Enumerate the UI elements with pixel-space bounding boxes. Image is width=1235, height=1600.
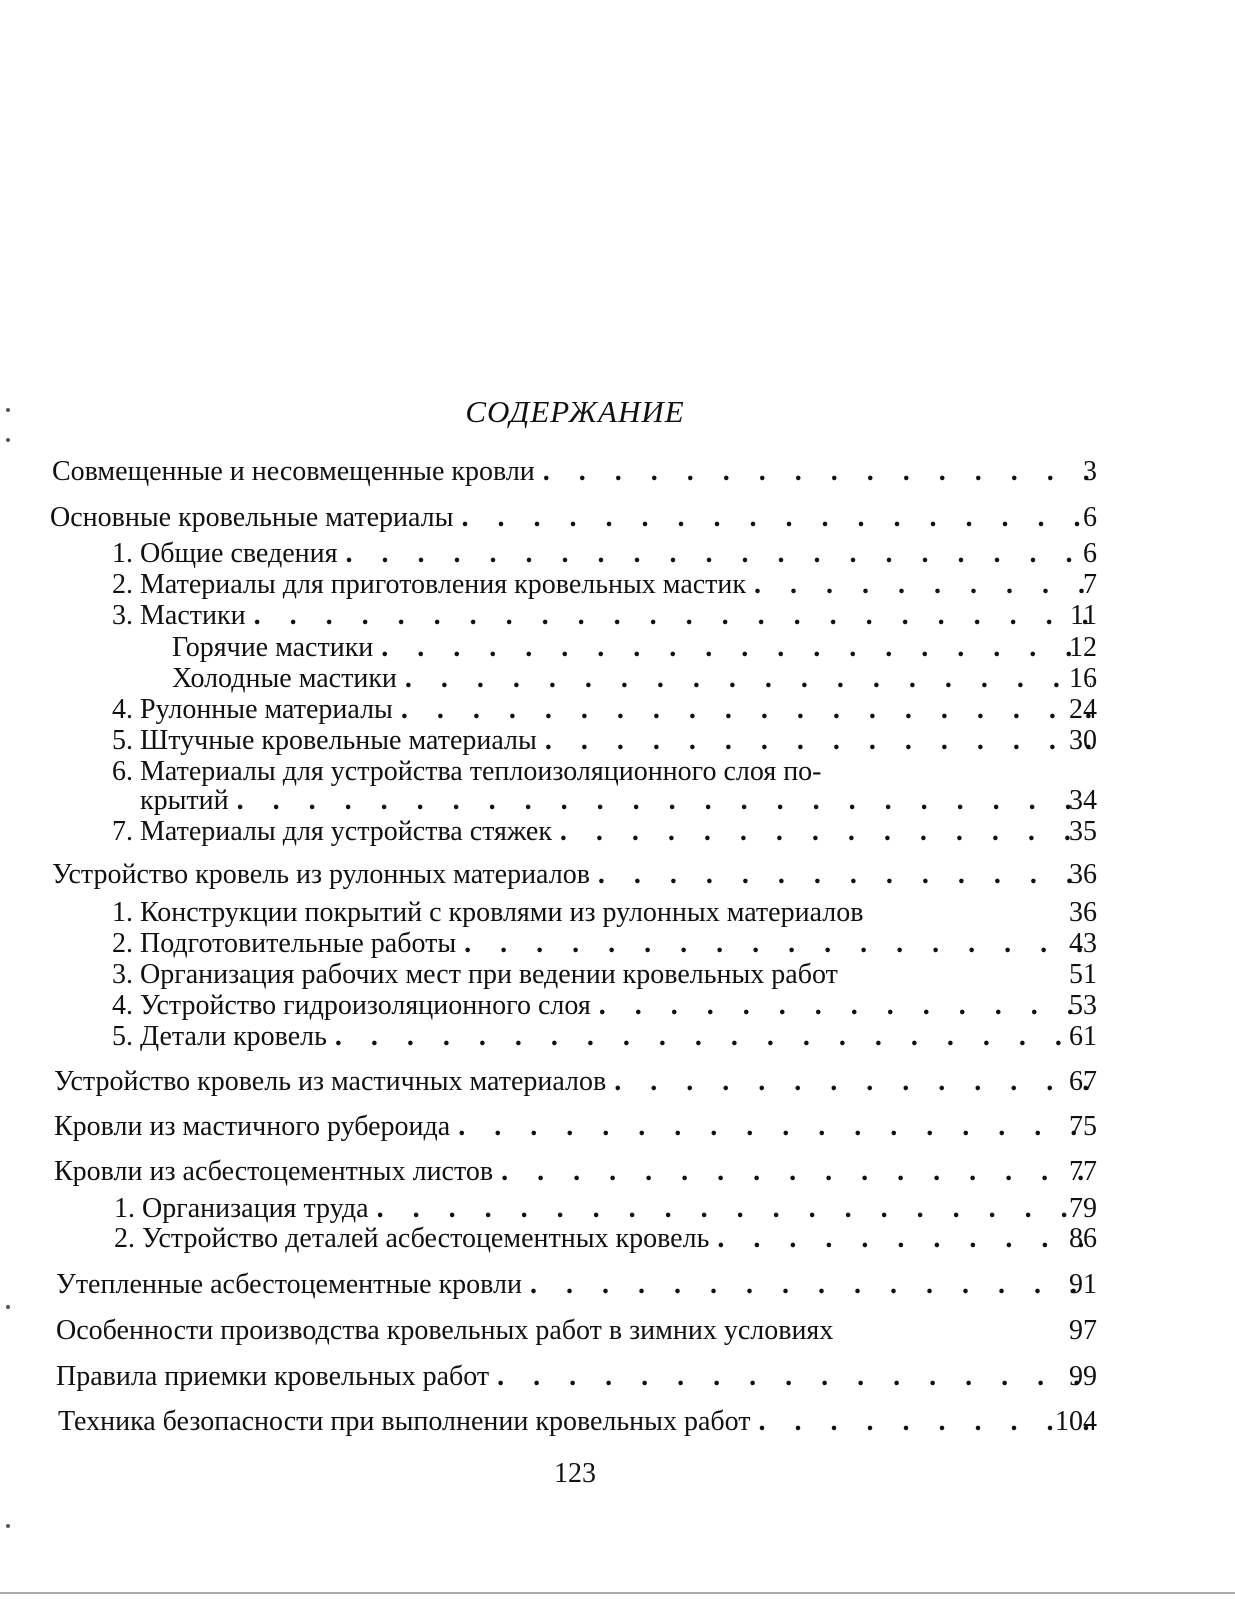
toc-entry-page: 7 [1083,569,1097,600]
toc-entry [56,1269,1097,1301]
toc-entry-title: 3. Организация рабочих мест при ведении кровельных работ [112,959,838,990]
toc-entry-page: 99 [1069,1361,1097,1392]
toc-entry-title: 1. Конструкции покрытий с кровлями из рулонных материалов [112,897,864,928]
dot-leader [530,1269,1091,1301]
toc-entry [114,1193,1097,1225]
toc-entry-page: 24 [1069,694,1097,725]
scan-speck [6,1524,10,1528]
toc-entry-title: Холодные мастики [172,663,397,694]
toc-entry-title: Особенности производства кровельных работ в зимних условиях [56,1315,834,1346]
toc-entry-page: 53 [1069,990,1097,1021]
toc-entry [172,663,1097,695]
toc-entry-title: 5. Детали кровель [112,1021,327,1052]
toc-entry [140,785,1097,817]
toc-entry [52,456,1097,488]
dot-leader [381,632,1091,664]
dot-leader [346,538,1091,570]
dot-leader [560,816,1091,848]
scan-speck [6,438,10,442]
toc-entry-page: 16 [1069,663,1097,694]
toc-entry-page: 11 [1070,600,1097,631]
dot-leader [599,990,1091,1022]
toc-entry-page: 51 [1069,959,1097,990]
toc-entry [112,1021,1097,1053]
toc-entry-title: 3. Мастики [112,600,246,631]
toc-entry-title: Кровли из асбестоцементных листов [54,1156,494,1187]
toc-entry [112,538,1097,570]
toc-entry-page: 86 [1069,1223,1097,1254]
toc-entry-page: 79 [1069,1193,1097,1224]
toc-entry [112,897,1097,929]
toc-entry [54,1066,1097,1098]
toc-heading: СОДЕРЖАНИЕ [465,394,685,429]
toc-entry-title: 2. Устройство деталей асбестоцементных кровель [114,1223,710,1254]
toc-entry [112,990,1097,1022]
scan-speck [6,408,10,412]
toc-entry-page: 6 [1083,538,1097,569]
toc-entry-page: 104 [1055,1406,1097,1437]
toc-entry-page: 12 [1069,632,1097,663]
toc-entry-title: Горячие мастики [172,632,374,663]
dot-leader [501,1156,1091,1188]
toc-entry [112,928,1097,960]
dot-leader [543,456,1091,488]
toc-entry-page: 3 [1083,456,1097,487]
toc-entry-page: 35 [1069,816,1097,847]
toc-entry-page: 34 [1069,785,1097,816]
toc-entry [112,569,1097,601]
toc-entry [52,859,1097,891]
dot-leader [237,785,1091,817]
toc-entry-page: 6 [1083,502,1097,533]
toc-entry-page: 67 [1069,1066,1097,1097]
toc-entry-title: 2. Подготовительные работы [112,928,457,959]
toc-entry-page: 36 [1069,897,1097,928]
toc-entry-page: 43 [1069,928,1097,959]
toc-entry-page: 97 [1069,1315,1097,1346]
page-number: 123 [554,1458,596,1489]
toc-entry-title: Кровли из мастичного рубероида [54,1111,451,1142]
dot-leader [405,663,1091,695]
toc-entry-page: 61 [1069,1021,1097,1052]
toc-entry-title-continued: крытий [140,785,229,816]
toc-entry-page: 30 [1069,725,1097,756]
dot-leader [614,1066,1091,1098]
dot-leader [461,502,1091,534]
toc-entry-title: Правила приемки кровельных работ [56,1361,490,1392]
dot-leader [545,725,1091,757]
dot-leader [335,1021,1091,1053]
dot-leader [717,1223,1091,1255]
toc-entry-title: Техника безопасности при выполнении кровельных работ [58,1406,751,1437]
dot-leader [598,859,1091,891]
toc-entry-title: 6. Материалы для устройства теплоизоляционного слоя по- [112,756,822,787]
toc-entry [58,1406,1097,1438]
toc-entry [54,1156,1097,1188]
toc-entry-page: 75 [1069,1111,1097,1142]
scan-speck [6,1305,10,1309]
toc-entry-title: 1. Организация труда [114,1193,369,1224]
dot-leader [401,694,1091,726]
toc-entry-page: 91 [1069,1269,1097,1300]
toc-entry [114,1223,1097,1255]
toc-entry-title: 4. Рулонные материалы [112,694,393,725]
toc-entry-title: 7. Материалы для устройства стяжек [112,816,552,847]
dot-leader [377,1193,1091,1225]
toc-entry [112,694,1097,726]
toc-entry [112,600,1097,632]
toc-entry-title: Утепленные асбестоцементные кровли [56,1269,522,1300]
toc-entry [50,502,1097,534]
toc-entry [112,816,1097,848]
toc-entry-title: 2. Материалы для приготовления кровельных мастик [112,569,746,600]
toc-entry-title: 5. Штучные кровельные материалы [112,725,537,756]
dot-leader [497,1361,1091,1393]
toc-entry [112,959,1097,991]
scan-edge [0,1592,1235,1594]
toc-entry [172,632,1097,664]
toc-entry [112,725,1097,757]
toc-entry-page: 36 [1069,859,1097,890]
dot-leader [254,600,1091,632]
toc-entry-title: 4. Устройство гидроизоляционного слоя [112,990,591,1021]
toc-entry-title: Совмещенные и несовмещенные кровли [52,456,535,487]
toc-entry [56,1315,1097,1347]
toc-entry-page: 77 [1069,1156,1097,1187]
toc-entry-title: Основные кровельные материалы [50,502,454,533]
toc-entry [54,1111,1097,1143]
toc-entry [56,1361,1097,1393]
dot-leader [458,1111,1091,1143]
toc-entry-title: 1. Общие сведения [112,538,338,569]
toc-entry-title: Устройство кровель из мастичных материалов [54,1066,607,1097]
toc-entry-title: Устройство кровель из рулонных материалов [52,859,590,890]
dot-leader [464,928,1091,960]
